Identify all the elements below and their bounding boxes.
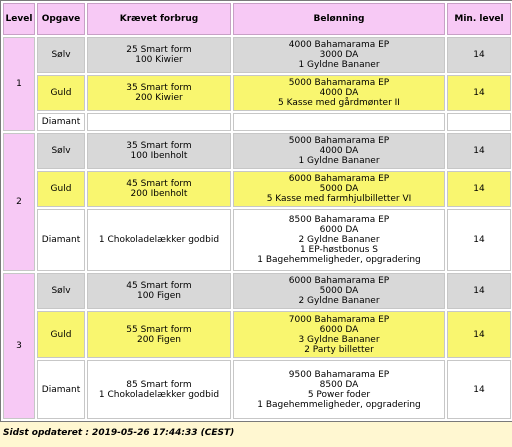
task-tier-cell: Sølv: [37, 133, 85, 169]
required-cell: [87, 273, 231, 309]
min-level-cell: [447, 113, 511, 131]
required-line: 1 Chokoladelækker godbid: [98, 235, 220, 245]
required-line: 35 Smart form: [126, 83, 192, 93]
header-reward: Belønning: [233, 3, 445, 35]
reward-line: 6000 DA: [319, 324, 359, 335]
header-row: [3, 3, 511, 35]
reward-line: 6000 Bahamarama EP: [288, 174, 390, 184]
required-cell: [87, 360, 231, 419]
reward-cell: [233, 311, 445, 358]
reward-line: 9500 Bahamarama EP: [288, 369, 390, 380]
required-line: 55 Smart form: [126, 324, 192, 335]
level-cell: 1: [3, 37, 35, 131]
table-row: [3, 273, 511, 309]
reward-line: 7000 Bahamarama EP: [288, 314, 390, 325]
reward-line: 3 Gyldne Bananer: [298, 334, 380, 345]
reward-line: 5 Power foder: [307, 389, 371, 400]
required-cell: [87, 171, 231, 207]
reward-cell: [233, 113, 445, 131]
task-tier-cell: Diamant: [37, 113, 85, 131]
reward-line: 5 Kasse med farmhjulbilletter VI: [266, 194, 412, 204]
table-row: [3, 37, 511, 73]
required-cell: [87, 311, 231, 358]
reward-line: 1 Bagehemmeligheder, opgradering: [257, 255, 421, 265]
reward-cell: [233, 360, 445, 419]
reward-cell: [233, 209, 445, 271]
header-level: Level: [3, 3, 35, 35]
reward-line: 8500 DA: [319, 379, 359, 390]
required-line: 35 Smart form: [126, 141, 192, 151]
required-line: 25 Smart form: [126, 45, 192, 55]
reward-line: 3000 DA: [319, 50, 359, 60]
table-row: [3, 75, 511, 111]
min-level-cell: 14: [447, 133, 511, 169]
reward-line: 5 Kasse med gårdmønter II: [278, 98, 400, 108]
reward-cell: [233, 75, 445, 111]
table-row: [3, 209, 511, 271]
reward-line: 1 Bagehemmeligheder, opgradering: [257, 399, 421, 410]
task-tier-cell: Diamant: [37, 209, 85, 271]
task-tier-cell: Sølv: [37, 37, 85, 73]
required-line: 45 Smart form: [126, 281, 192, 291]
task-tier-cell: Guld: [37, 311, 85, 358]
reward-line: 2 Gyldne Bananer: [298, 296, 380, 306]
required-line: 100 Ibenholt: [130, 151, 188, 161]
table-row: [3, 171, 511, 207]
required-line: 85 Smart form: [126, 379, 192, 390]
min-level-cell: 14: [447, 273, 511, 309]
min-level-cell: 14: [447, 311, 511, 358]
min-level-cell: 14: [447, 360, 511, 419]
min-level-cell: 14: [447, 37, 511, 73]
reward-line: 2 Gyldne Bananer: [298, 235, 380, 245]
required-line: 100 Figen: [136, 291, 181, 301]
last-updated: Sidst opdateret : 2019-05-26 17:44:33 (CEST): [3, 428, 235, 438]
min-level-cell: 14: [447, 75, 511, 111]
reward-line: 1 Gyldne Bananer: [298, 156, 380, 166]
min-level-cell: 14: [447, 171, 511, 207]
reward-line: 6000 Bahamarama EP: [288, 276, 390, 286]
reward-line: 4000 Bahamarama EP: [288, 40, 390, 50]
reward-line: 5000 Bahamarama EP: [288, 136, 390, 146]
task-tier-cell: Guld: [37, 75, 85, 111]
required-line: 100 Kiwier: [135, 55, 183, 65]
header-task: Opgave: [37, 3, 85, 35]
reward-line: 5000 DA: [319, 184, 359, 194]
table-row: [3, 133, 511, 169]
required-line: 200 Ibenholt: [130, 189, 188, 199]
table-row: [3, 113, 511, 131]
required-cell: [87, 209, 231, 271]
required-line: 45 Smart form: [126, 179, 192, 189]
reward-line: 5000 DA: [319, 286, 359, 296]
reward-cell: [233, 171, 445, 207]
required-cell: [87, 113, 231, 131]
header-required: Krævet forbrug: [87, 3, 231, 35]
reward-line: 5000 Bahamarama EP: [288, 78, 390, 88]
task-tier-cell: Diamant: [37, 360, 85, 419]
table-row: [3, 360, 511, 419]
reward-cell: [233, 37, 445, 73]
task-tier-cell: Guld: [37, 171, 85, 207]
required-line: 200 Kiwier: [135, 93, 183, 103]
reward-line: 8500 Bahamarama EP: [288, 215, 390, 225]
level-cell: 3: [3, 273, 35, 419]
reward-cell: [233, 133, 445, 169]
reward-line: 4000 DA: [319, 146, 359, 156]
required-line: 200 Figen: [136, 334, 181, 345]
required-cell: [87, 75, 231, 111]
reward-cell: [233, 273, 445, 309]
reward-line: 1 EP-høstbonus S: [299, 245, 379, 255]
reward-line: 2 Party billetter: [304, 344, 374, 355]
reward-line: 6000 DA: [319, 225, 359, 235]
header-min-level: Min. level: [447, 3, 511, 35]
required-cell: [87, 37, 231, 73]
table-row: [3, 311, 511, 358]
reward-line: 4000 DA: [319, 88, 359, 98]
required-line: 1 Chokoladelækker godbid: [98, 389, 220, 400]
table-body: [3, 37, 511, 419]
reward-line: 1 Gyldne Bananer: [298, 60, 380, 70]
min-level-cell: 14: [447, 209, 511, 271]
task-tier-cell: Sølv: [37, 273, 85, 309]
level-cell: 2: [3, 133, 35, 271]
required-cell: [87, 133, 231, 169]
